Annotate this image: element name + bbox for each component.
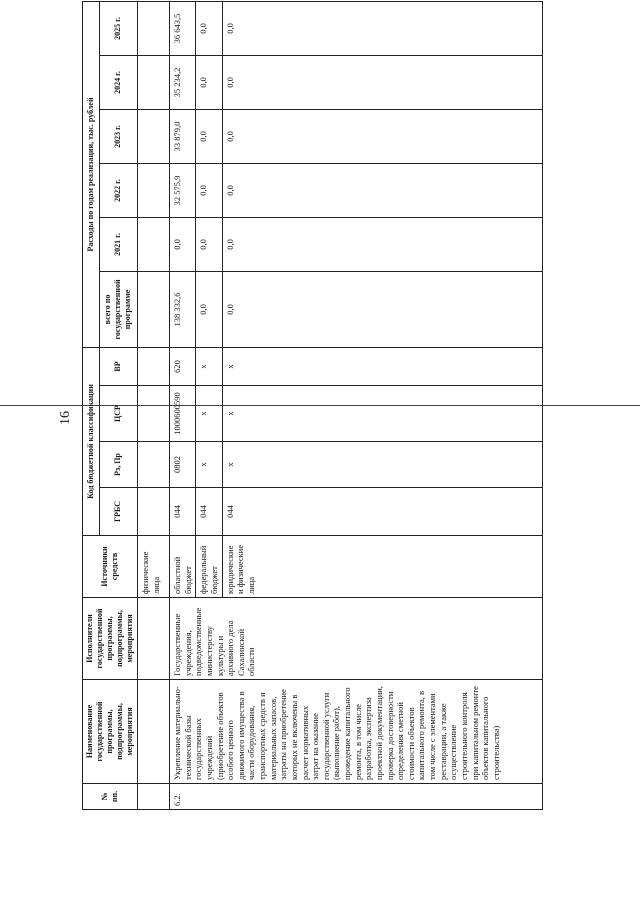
cell-2022: 0,0 (196, 163, 222, 217)
cell-total: 0,0 (222, 271, 542, 347)
cell-item-name: Укрепление материально-технической базы государственных учреждений (приобретение объектов особого ценного движимого имущества в части оборудования, транспортных средств и материальных запасов, затраты на приобретение которых не включены в расчет нормативных затрат на оказание государственной услуги (выполнение работ), проведение капитального ремонта, в том числе разработка, экспертиза проектной документации, проверка достоверности определения сметной стоимости объектов капитального ремонта, в том числе с элементами реставрации, а также осуществление строительного контроля при капитальном ремонте объектов капитального строительства) (170, 680, 543, 784)
cell-item-no: 6.2. (170, 784, 543, 810)
cell-2024: 0,0 (196, 55, 222, 109)
cell-2025: 0,0 (196, 1, 222, 55)
cell-2021: 0,0 (196, 217, 222, 271)
header-2023: 2023 г. (99, 109, 138, 163)
table-row-continuation (138, 1, 170, 809)
header-csr: ЦСР (99, 386, 138, 442)
header-vr: ВР (99, 347, 138, 385)
header-name: Наименование государственной программы, подпрограммы, мероприятия (83, 680, 138, 784)
header-2024: 2024 г. (99, 55, 138, 109)
cell-vr: х (222, 347, 542, 385)
header-2021: 2021 г. (99, 217, 138, 271)
header-sources: Источники средств (83, 536, 138, 598)
cell-2023: 0,0 (196, 109, 222, 163)
cell-source: федеральный бюджет (196, 536, 222, 598)
header-total: всего по государственной программе (99, 271, 138, 347)
header-row-1 (83, 1, 100, 809)
header-grbs: ГРБС (99, 488, 138, 536)
cell-rzpr: 0802 (170, 442, 196, 488)
cell-total: 0,0 (196, 271, 222, 347)
cell-2023: 33 879,0 (170, 109, 196, 163)
cell-csr: х (222, 386, 542, 442)
cell-2022: 32 575,9 (170, 163, 196, 217)
cell-source: областной бюджет (170, 536, 196, 598)
cell-2025: 36 643,5 (170, 1, 196, 55)
header-2022: 2022 г. (99, 163, 138, 217)
budget-table (82, 1, 543, 810)
cell-rzpr: х (196, 442, 222, 488)
cell-total: 138 332,6 (170, 271, 196, 347)
cell-vr: х (196, 347, 222, 385)
cell-2024: 35 234,2 (170, 55, 196, 109)
cell-item-executor: Государственные учреждения, подведомственные министерству культуры и архивного дела Сахалинской области (170, 598, 543, 680)
cell-grbs: 044 (196, 488, 222, 536)
cell-2023: 0,0 (222, 109, 542, 163)
header-rzpr: Рз, Пр (99, 442, 138, 488)
header-executors: Исполнители государственной программы, подпрограммы, мероприятия (83, 598, 138, 680)
cell-grbs: 044 (170, 488, 196, 536)
cell-2021: 0,0 (170, 217, 196, 271)
page-number: 16 (58, 411, 73, 425)
cell-csr: х (196, 386, 222, 442)
cell-grbs: 044 (222, 488, 542, 536)
header-no: № пп. (83, 784, 138, 810)
cell-source: юридические и физические лица (222, 536, 542, 598)
cell-vr: 620 (170, 347, 196, 385)
cell-source-top: физические лица (138, 536, 170, 598)
cell-2024: 0,0 (222, 55, 542, 109)
cell-2021: 0,0 (222, 217, 542, 271)
header-2025: 2025 г. (99, 1, 138, 55)
cell-2022: 0,0 (222, 163, 542, 217)
header-expenses: Расходы по годам реализации, тыс. рублей (83, 1, 100, 347)
header-budget-code: Код бюджетной классификации (83, 347, 100, 535)
cell-csr: 1000600590 (170, 386, 196, 442)
rotated-table-container (82, 13, 622, 810)
cell-2025: 0,0 (222, 1, 542, 55)
cell-rzpr: х (222, 442, 542, 488)
table-row (170, 1, 196, 809)
